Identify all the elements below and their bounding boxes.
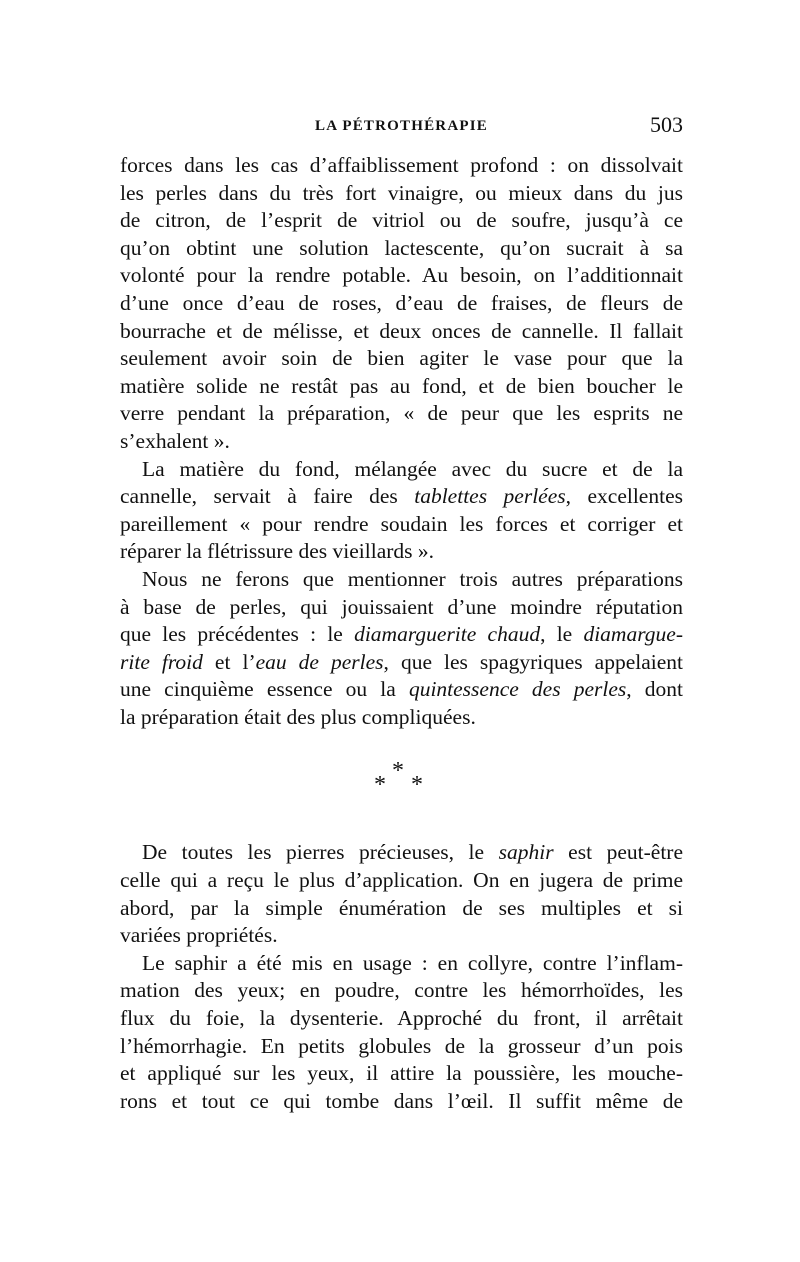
section-break-asterism (120, 749, 683, 835)
asterisk-mark: * (374, 772, 386, 799)
text-line (120, 676, 683, 704)
paragraph-saphir-uses (120, 950, 683, 1116)
text-line: La matière du fond, mélangée avec du sucre et de la (142, 456, 683, 481)
text-line: Le saphir a été mis en usage : en collyre, contre l’inflam- (142, 950, 683, 975)
text-line: et appliqué sur les yeux, il attire la poussière, les mouche- (120, 1061, 683, 1086)
text-line: volonté pour la rendre potable. Au besoin, on l’additionnait (120, 263, 683, 288)
asterisk-mark: * (411, 772, 423, 799)
paragraph-tablettes-perlees (120, 456, 683, 566)
text-segment: cannelle, servait à faire des (120, 484, 415, 509)
italic-term: rite froid (120, 649, 203, 674)
text-line: pareillement « pour rendre soudain les forces et corriger et (120, 511, 683, 536)
text-line (120, 483, 683, 511)
text-line: l’hémorrhagie. En petits globules de la grosseur d’un pois (120, 1033, 683, 1058)
text-line: verre pendant la préparation, « de peur que les esprits ne (120, 401, 683, 426)
italic-term: diamarguerite chaud (354, 622, 541, 647)
text-line: les perles dans du très fort vinaigre, ou mieux dans du jus (120, 180, 683, 205)
paragraph-saphir-intro (120, 839, 683, 949)
text-segment: , que les spagyriques appelaient (383, 649, 683, 674)
text-line: s’exhalent ». (120, 428, 230, 453)
text-line (120, 649, 683, 677)
text-segment: , excellentes (565, 484, 683, 509)
italic-term: saphir (498, 840, 554, 865)
running-title: LA PÉTROTHÉRAPIE (315, 118, 488, 134)
running-header (120, 112, 683, 142)
italic-term: tablettes perlées (414, 484, 566, 509)
page-number: 503 (650, 112, 683, 137)
text-line: d’une once d’eau de roses, d’eau de fraises, de fleurs de (120, 290, 683, 315)
paragraph-other-preparations (120, 566, 683, 732)
paragraph-pearls-dissolution (120, 152, 683, 456)
text-line: de citron, de l’esprit de vitriol ou de soufre, jusqu’à ce (120, 208, 683, 233)
text-line: qu’on obtint une solution lactescente, qu’on sucrait à sa (120, 235, 683, 260)
text-line: à base de perles, qui jouissaient d’une moindre réputation (120, 594, 683, 619)
italic-term: diamargue- (583, 622, 683, 647)
text-segment: , dont (626, 677, 683, 702)
text-line: abord, par la simple énumération de ses multiples et si (120, 895, 683, 920)
text-segment: et l’ (202, 649, 256, 674)
text-line: celle qui a reçu le plus d’application. On en jugera de prime (120, 868, 683, 893)
text-line: la préparation était des plus compliquées. (120, 704, 476, 729)
text-line: flux du foie, la dysenterie. Approché du front, il arrêtait (120, 1006, 683, 1031)
book-page (120, 112, 683, 1115)
text-segment: une cinquième essence ou la (120, 677, 409, 702)
text-line: seulement avoir soin de bien agiter le vase pour que la (120, 346, 683, 371)
italic-term: quintessence des perles (408, 677, 627, 702)
text-line: forces dans les cas d’affaiblissement profond : on dissolvait (120, 153, 683, 177)
text-line: variées propriétés. (120, 923, 278, 948)
text-line (120, 621, 683, 649)
text-line: rons et tout ce qui tombe dans l’œil. Il suffit même de (120, 1088, 683, 1113)
text-segment: De toutes les pierres précieuses, le (142, 840, 499, 865)
text-line: réparer la flétrissure des vieillards ». (120, 539, 435, 564)
text-segment: est peut-être (553, 840, 683, 865)
text-line: bourrache et de mélisse, et deux onces de cannelle. Il fallait (120, 318, 683, 343)
text-segment: que les précédentes : le (120, 622, 355, 647)
text-line (120, 839, 683, 867)
text-line: Nous ne ferons que mentionner trois autres préparations (142, 566, 683, 591)
text-segment: , le (540, 622, 584, 647)
italic-term: eau de perles (255, 649, 384, 674)
text-line: mation des yeux; en poudre, contre les hémorrhoïdes, les (120, 978, 683, 1003)
text-line: matière solide ne restât pas au fond, et de bien boucher le (120, 373, 683, 398)
asterisk-mark: * (392, 758, 404, 785)
